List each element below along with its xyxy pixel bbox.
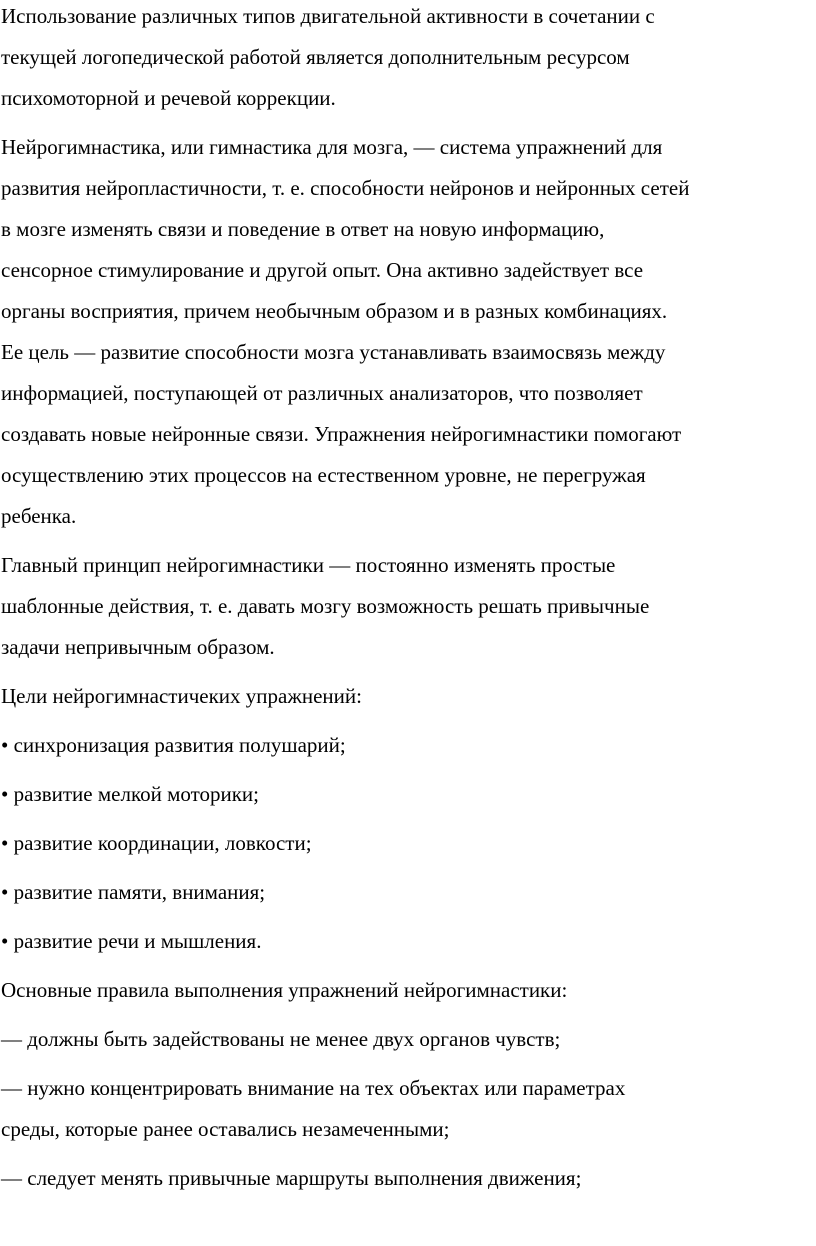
- text-line: в мозге изменять связи и поведение в ответ на новую информацию,: [1, 217, 605, 241]
- paragraph-main-principle: [1, 545, 804, 668]
- goals-heading: [1, 676, 804, 717]
- goal-list-item: [1, 725, 804, 766]
- text-line: информацией, поступающей от различных анализаторов, что позволяет: [1, 381, 643, 405]
- text-line: Основные правила выполнения упражнений нейрогимнастики:: [1, 978, 568, 1002]
- goal-list-item: [1, 823, 804, 864]
- rule-list-item: [1, 1068, 804, 1150]
- paragraph-neurogymnastics-definition: [1, 127, 804, 537]
- text-line: Ее цель — развитие способности мозга устанавливать взаимосвязь между: [1, 340, 666, 364]
- text-line: • синхронизация развития полушарий;: [1, 733, 346, 757]
- text-line: развития нейропластичности, т. е. способности нейронов и нейронных сетей: [1, 176, 690, 200]
- text-line: шаблонные действия, т. е. давать мозгу возможность решать привычные: [1, 594, 650, 618]
- text-line: Нейрогимнастика, или гимнастика для мозга, — система упражнений для: [1, 135, 663, 159]
- rule-list-item: [1, 1019, 804, 1060]
- rules-heading: [1, 970, 804, 1011]
- text-line: • развитие координации, ловкости;: [1, 831, 312, 855]
- text-line: • развитие мелкой моторики;: [1, 782, 259, 806]
- text-line: органы восприятия, причем необычным образом и в разных комбинациях.: [1, 299, 668, 323]
- text-line: — следует менять привычные маршруты выполнения движения;: [1, 1166, 582, 1190]
- goal-list-item: [1, 921, 804, 962]
- text-line: Использование различных типов двигательной активности в сочетании с: [1, 4, 655, 28]
- text-line: задачи непривычным образом.: [1, 635, 275, 659]
- text-line: Цели нейрогимнастичеких упражнений:: [1, 684, 362, 708]
- text-line: Главный принцип нейрогимнастики — постоянно изменять простые: [1, 553, 616, 577]
- text-line: — нужно концентрировать внимание на тех объектах или параметрах: [1, 1076, 626, 1100]
- text-line: — должны быть задействованы не менее двух органов чувств;: [1, 1027, 561, 1051]
- text-line: ребенка.: [1, 504, 77, 528]
- text-line: сенсорное стимулирование и другой опыт. Она активно задействует все: [1, 258, 644, 282]
- paragraph-intro: [1, 0, 804, 119]
- text-line: среды, которые ранее оставались незамеченными;: [1, 1117, 450, 1141]
- text-line: создавать новые нейронные связи. Упражнения нейрогимнастики помогают: [1, 422, 682, 446]
- goal-list-item: [1, 774, 804, 815]
- text-line: осуществлению этих процессов на естественном уровне, не перегружая: [1, 463, 646, 487]
- text-line: психомоторной и речевой коррекции.: [1, 86, 336, 110]
- text-line: • развитие памяти, внимания;: [1, 880, 266, 904]
- rule-list-item: [1, 1158, 804, 1199]
- goal-list-item: [1, 872, 804, 913]
- text-line: текущей логопедической работой является дополнительным ресурсом: [1, 45, 630, 69]
- text-line: • развитие речи и мышления.: [1, 929, 262, 953]
